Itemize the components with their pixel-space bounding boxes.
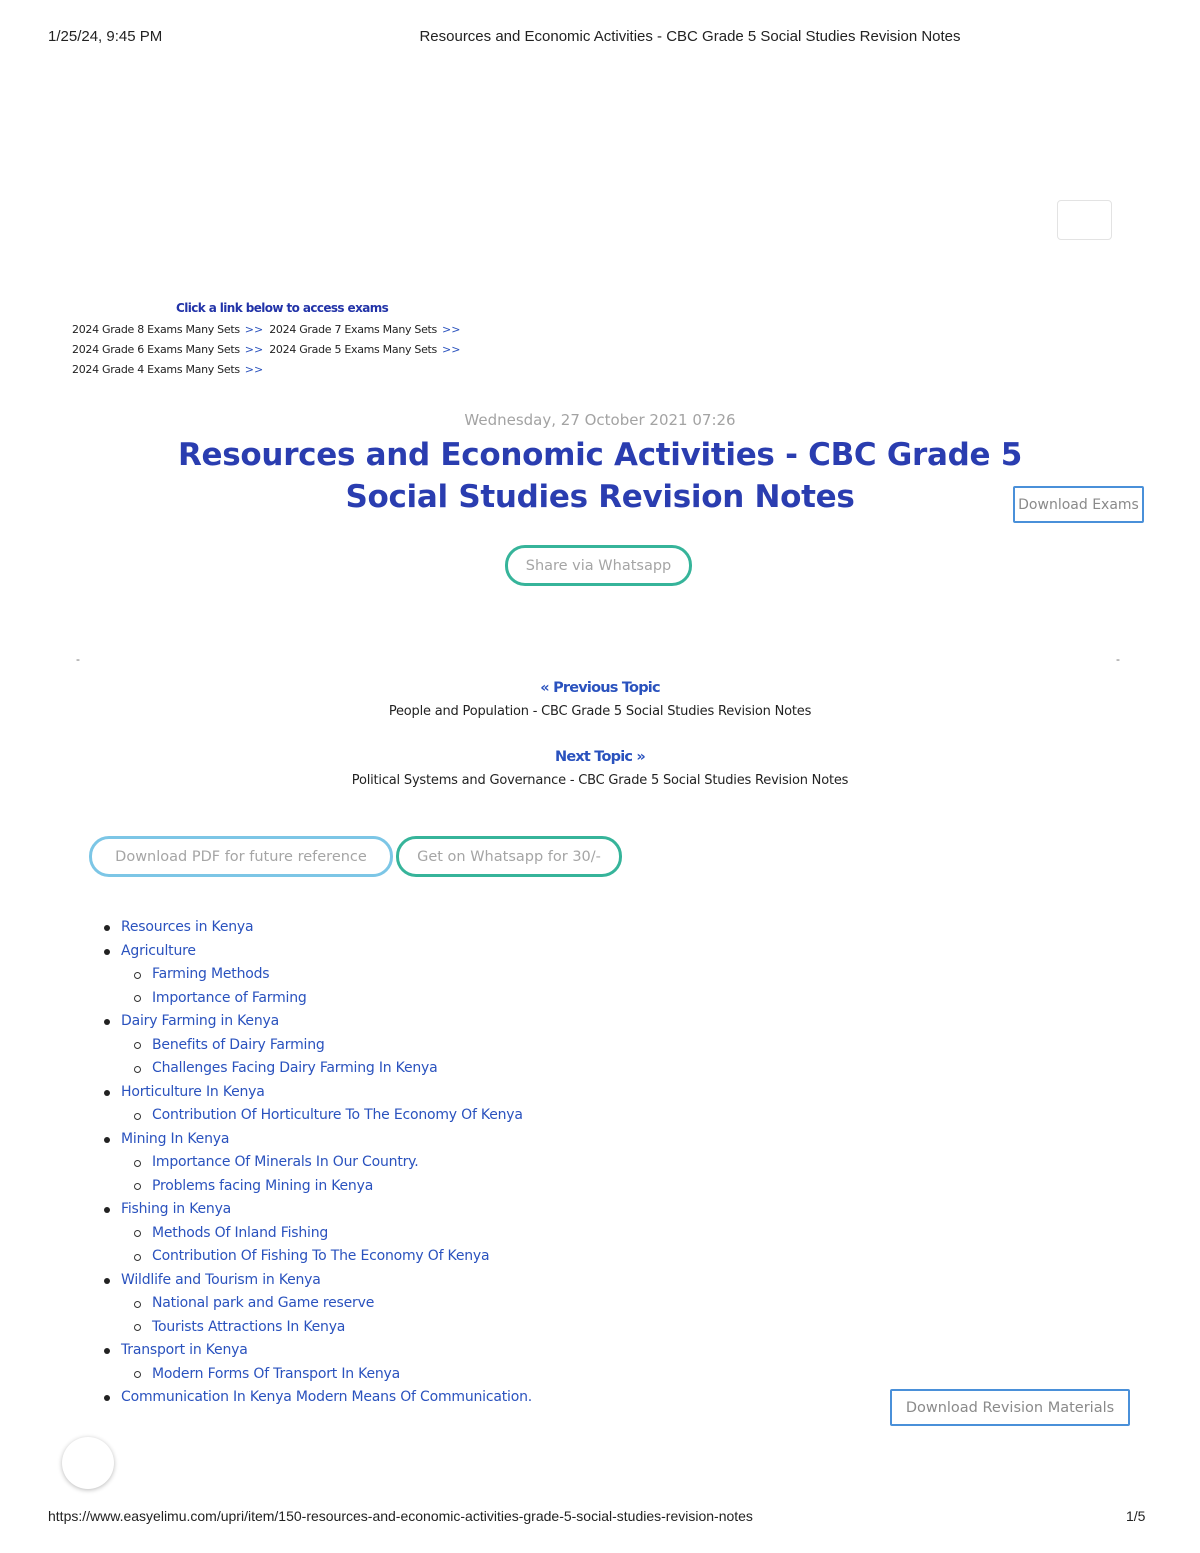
print-page-number: 1/5 — [1126, 1508, 1146, 1524]
exam-links-heading: Click a link below to access exams — [176, 301, 389, 315]
toc-item — [104, 940, 532, 964]
toc-link[interactable]: Methods Of Inland Fishing — [152, 1224, 329, 1241]
toc-item — [104, 1245, 532, 1269]
toc-link[interactable]: Dairy Farming in Kenya — [121, 1013, 279, 1029]
ad-placeholder[interactable] — [1057, 200, 1112, 240]
toc-link[interactable]: Transport in Kenya — [121, 1342, 248, 1358]
toc-item — [104, 1339, 532, 1363]
toc-link[interactable]: Contribution Of Horticulture To The Economy Of Kenya — [152, 1107, 523, 1123]
toc-link[interactable]: Challenges Facing Dairy Farming In Kenya — [152, 1060, 438, 1076]
toc-item — [104, 1316, 532, 1340]
toc-link[interactable]: Fishing in Kenya — [121, 1201, 232, 1217]
table-of-contents — [104, 916, 532, 1410]
article-title: Resources and Economic Activities - CBC Grade 5 Social Studies Revision Notes — [177, 437, 1022, 515]
chevron-right-icon: >> — [244, 343, 264, 356]
toc-link[interactable]: Modern Forms Of Transport In Kenya — [152, 1365, 401, 1382]
print-page-title: Resources and Economic Activities - CBC Grade 5 Social Studies Revision Notes — [419, 28, 961, 45]
separator-right: - — [1116, 652, 1120, 666]
toc-item — [104, 1104, 532, 1128]
toc-item — [104, 1010, 532, 1034]
toc-item — [104, 1363, 532, 1387]
toc-link[interactable]: Problems facing Mining in Kenya — [152, 1177, 374, 1194]
toc-list — [104, 916, 532, 1410]
print-footer-url: https://www.easyelimu.com/upri/item/150-resources-and-economic-activities-grade-5-social-studies-revision-notes — [48, 1508, 753, 1524]
toc-link[interactable]: Farming Methods — [152, 966, 270, 982]
toc-item — [104, 1057, 532, 1081]
toc-link[interactable]: Importance of Farming — [152, 989, 307, 1006]
toc-link[interactable]: Wildlife and Tourism in Kenya — [121, 1271, 321, 1288]
toc-link[interactable]: National park and Game reserve — [152, 1295, 375, 1311]
exam-link-grade-7[interactable]: 2024 Grade 7 Exams Many Sets — [269, 323, 437, 336]
previous-topic-block — [0, 677, 1200, 719]
toc-link[interactable]: Importance Of Minerals In Our Country. — [152, 1154, 419, 1170]
toc-item — [104, 1034, 532, 1058]
toc-link[interactable]: Resources in Kenya — [121, 919, 254, 935]
next-topic-block — [0, 746, 1200, 788]
toc-item — [104, 987, 532, 1011]
exam-link-grade-5[interactable]: 2024 Grade 5 Exams Many Sets — [269, 343, 437, 356]
exam-links-row — [72, 320, 466, 340]
toc-item — [104, 1222, 532, 1246]
download-pdf-button[interactable]: Download PDF for future reference — [89, 836, 393, 877]
toc-item — [104, 1386, 532, 1410]
print-datetime: 1/25/24, 9:45 PM — [48, 28, 163, 45]
toc-item — [104, 1269, 532, 1293]
next-topic-link[interactable]: Next Topic » — [555, 749, 645, 765]
previous-topic-link[interactable]: « Previous Topic — [540, 680, 660, 696]
article-date: Wednesday, 27 October 2021 07:26 — [464, 411, 736, 429]
toc-link[interactable]: Tourists Attractions In Kenya — [152, 1318, 346, 1335]
exam-link-grade-4[interactable]: 2024 Grade 4 Exams Many Sets — [72, 363, 240, 376]
toc-item — [104, 1292, 532, 1316]
toc-item — [104, 916, 532, 940]
chevron-right-icon: >> — [442, 343, 461, 356]
toc-link[interactable]: Communication In Kenya Modern Means Of Communication. — [121, 1389, 532, 1405]
toc-item — [104, 1081, 532, 1105]
previous-topic-title[interactable]: People and Population - CBC Grade 5 Social Studies Revision Notes — [388, 704, 812, 719]
separator-left: - — [76, 652, 80, 666]
toc-link[interactable]: Horticulture In Kenya — [121, 1083, 265, 1100]
chevron-right-icon: >> — [442, 323, 461, 336]
floating-action-button[interactable] — [62, 1437, 114, 1489]
toc-link[interactable]: Mining In Kenya — [121, 1130, 230, 1147]
toc-link[interactable]: Contribution Of Fishing To The Economy Of Kenya — [152, 1248, 490, 1264]
share-whatsapp-button[interactable]: Share via Whatsapp — [505, 545, 692, 586]
toc-item — [104, 1128, 532, 1152]
toc-item — [104, 1198, 532, 1222]
exam-link-grade-6[interactable]: 2024 Grade 6 Exams Many Sets — [72, 343, 240, 356]
toc-link[interactable]: Agriculture — [121, 942, 196, 959]
download-revision-materials-button[interactable]: Download Revision Materials — [890, 1389, 1130, 1426]
chevron-right-icon: >> — [244, 323, 264, 336]
exam-link-grade-8[interactable]: 2024 Grade 8 Exams Many Sets — [72, 323, 240, 336]
exam-links-block — [72, 300, 466, 380]
toc-item — [104, 1175, 532, 1199]
next-topic-title[interactable]: Political Systems and Governance - CBC Grade 5 Social Studies Revision Notes — [351, 773, 849, 788]
toc-item — [104, 1151, 532, 1175]
toc-item — [104, 963, 532, 987]
get-on-whatsapp-button[interactable]: Get on Whatsapp for 30/- — [396, 836, 622, 877]
chevron-right-icon: >> — [244, 363, 264, 376]
toc-link[interactable]: Benefits of Dairy Farming — [152, 1036, 325, 1053]
exam-links-row — [72, 340, 466, 360]
exam-links-row — [72, 360, 466, 380]
download-exams-button[interactable]: Download Exams — [1013, 486, 1144, 523]
